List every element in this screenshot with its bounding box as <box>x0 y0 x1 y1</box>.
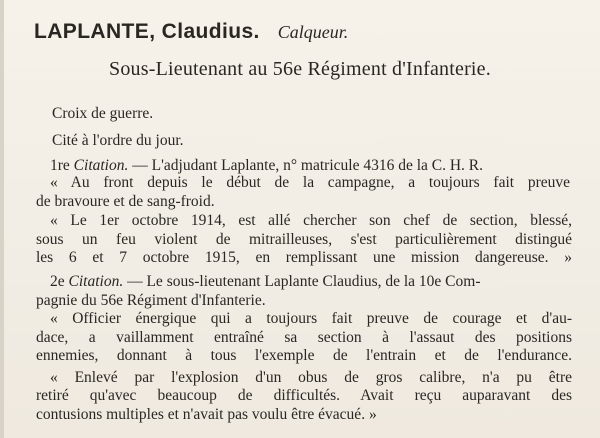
citation2-line-7: contusions multiples et n'avait pas voulu être évacué. » <box>36 406 377 423</box>
citation2-heading <box>50 273 481 291</box>
decoration-citation: Cité à l'ordre du jour. <box>52 132 184 149</box>
citation2-line-5: « Enlevé par l'explosion d'un obus de gros calibre, n'a pu être <box>50 369 572 386</box>
citation2-line-6: retiré qu'avec beaucoup de difficultés. Avait reçu auparavant des <box>36 387 572 404</box>
citation2-label: Citation. <box>68 273 124 290</box>
citation2-number: 2e <box>50 273 65 290</box>
citation1-label: Citation. <box>73 157 129 174</box>
citation2-line-0: — Le sous-lieutenant Laplante Claudius, de la 10e Com- <box>123 273 481 290</box>
citation1-line-3: « Le 1er octobre 1914, est allé chercher son chef de section, blessé, <box>50 212 572 229</box>
citation1-line-2: de bravoure et de sang-froid. <box>36 193 215 210</box>
person-name: LAPLANTE, Claudius. <box>34 20 260 43</box>
person-occupation: Calqueur. <box>277 22 349 42</box>
citation1-line-1: « Au front depuis le début de la campagne, a toujours fait preuve <box>50 174 570 191</box>
citation2-line-1: pagnie du 56e Régiment d'Infanterie. <box>36 292 266 309</box>
citation1-line-4: sous un feu violent de mitrailleuses, s'est particulièrement distingué <box>36 231 572 248</box>
citation1-number: 1re <box>50 157 70 174</box>
citation1-heading <box>50 157 483 175</box>
citation1-line-0: — L'adjudant Laplante, n° matricule 4316 de la C. H. R. <box>128 157 484 174</box>
person-header <box>34 20 584 46</box>
citation1-line-5: les 6 et 7 octobre 1915, en remplissant une mission dangereuse. » <box>36 249 572 266</box>
citation2-line-2: « Officier énergique qui a toujours fait preuve de courage et d'au- <box>50 310 572 327</box>
citation2-line-4: ennemies, donnant à tous l'exemple de l'entrain et de l'endurance. <box>36 347 572 364</box>
rank-title: Sous-Lieutenant au 56e Régiment d'Infanterie. <box>109 58 491 80</box>
citation2-line-3: dace, a vaillamment entraîné sa section à l'assaut des positions <box>36 329 572 346</box>
decoration-croix: Croix de guerre. <box>52 105 154 122</box>
